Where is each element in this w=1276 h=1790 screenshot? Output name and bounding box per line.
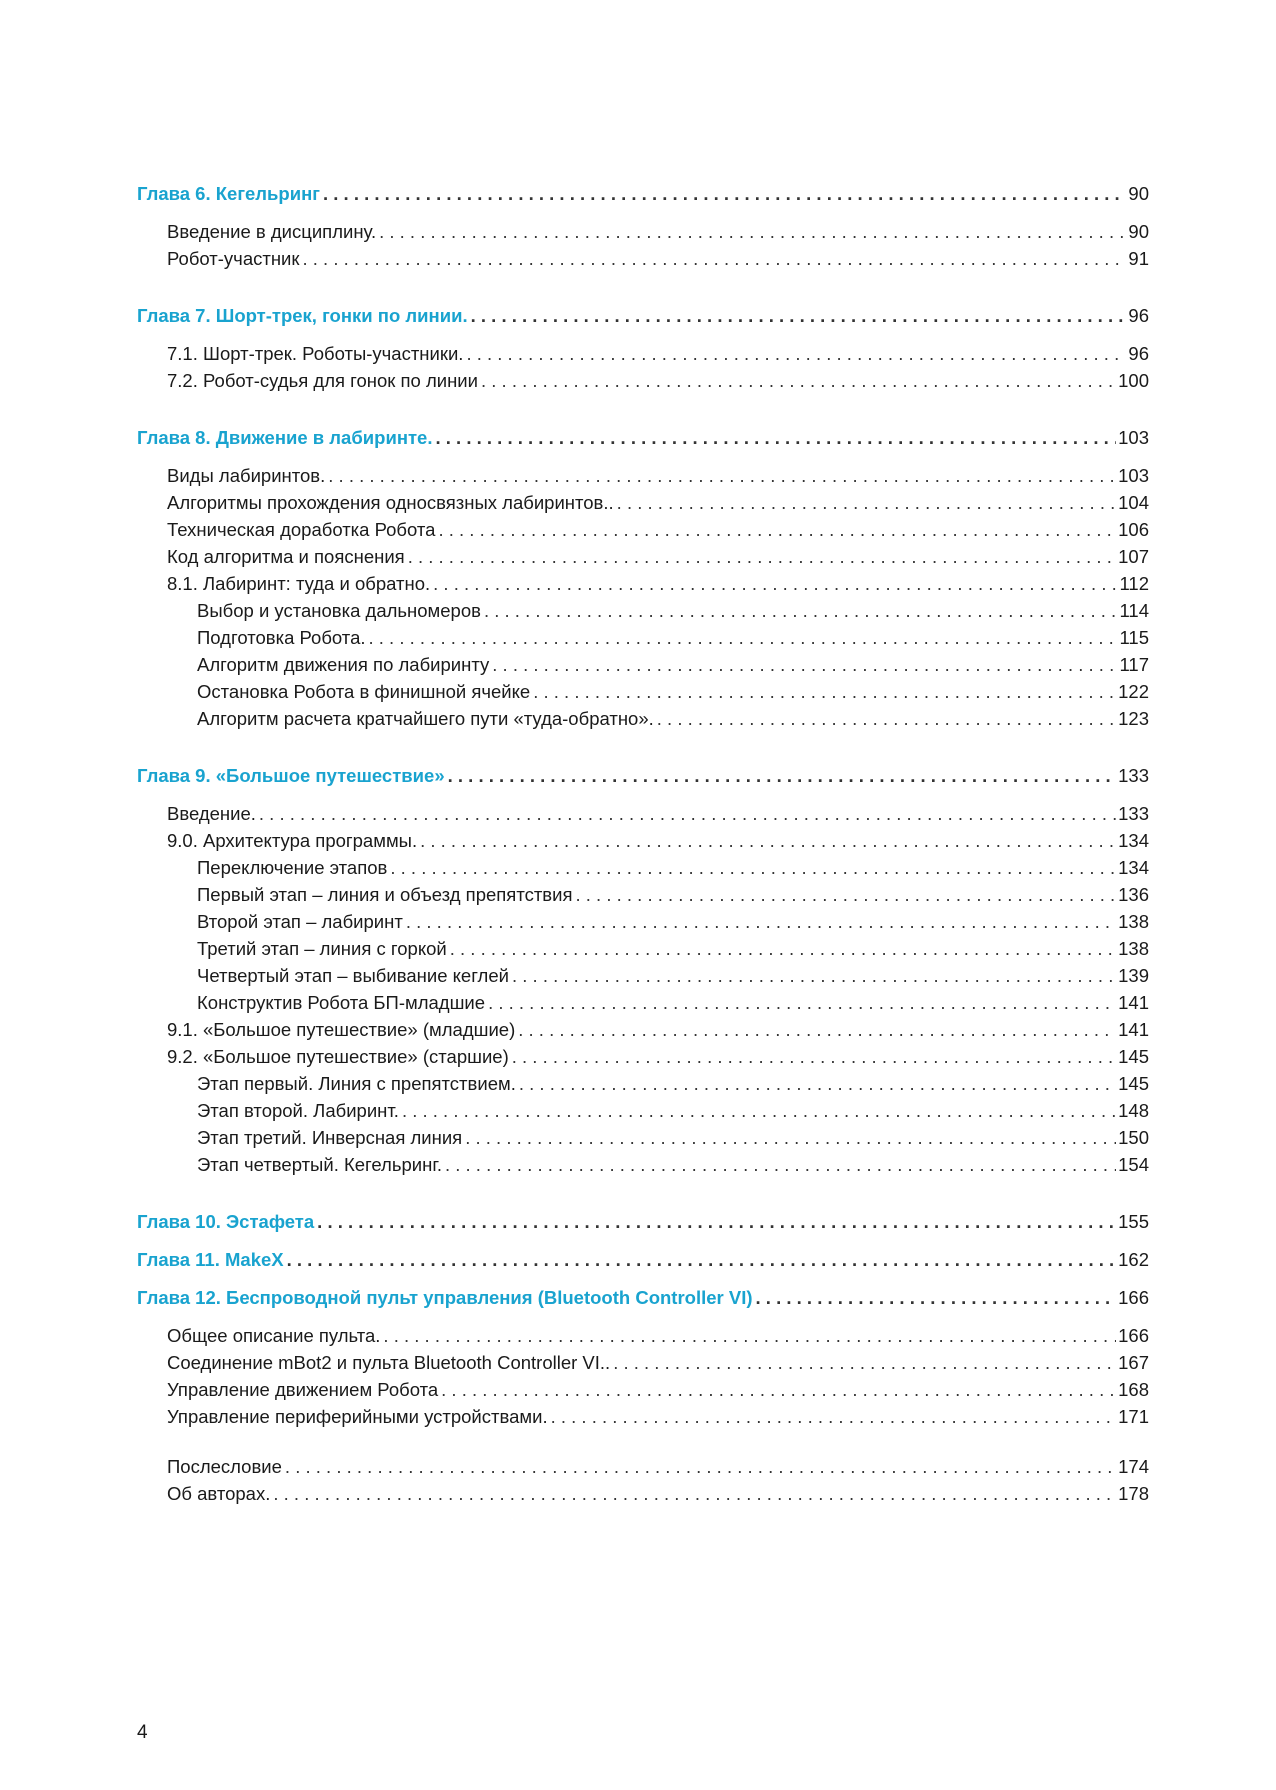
dot-leader xyxy=(328,462,1116,489)
toc-page-number: 133 xyxy=(1118,765,1149,786)
dot-leader xyxy=(383,1322,1116,1349)
toc-chapter-12[interactable] xyxy=(137,1284,1149,1311)
toc-subentry[interactable] xyxy=(137,678,1149,705)
toc-entry-title: Третий этап – линия с горкой xyxy=(197,938,447,959)
toc-entry-title: Алгоритм движения по лабиринту xyxy=(197,654,490,675)
toc-entry-title: Четвертый этап – выбивание кеглей xyxy=(197,965,509,986)
toc-page-number: 106 xyxy=(1118,519,1149,540)
dot-leader xyxy=(406,908,1116,935)
toc-page-number: 90 xyxy=(1128,221,1149,242)
toc-entry-title: Конструктив Робота БП-младшие xyxy=(197,992,486,1013)
toc-entry-title: Введение. xyxy=(167,803,256,824)
dot-leader xyxy=(613,1349,1116,1376)
table-of-contents xyxy=(137,180,1149,1507)
toc-page-number: 139 xyxy=(1118,965,1149,986)
toc-entry-title: Этап первый. Линия с препятствием. xyxy=(197,1073,516,1094)
dot-leader xyxy=(448,762,1117,789)
toc-entry[interactable] xyxy=(137,1016,1149,1043)
dot-leader xyxy=(273,1480,1116,1507)
dot-leader xyxy=(302,245,1126,272)
dot-leader xyxy=(466,340,1126,367)
toc-entry-title: Этап второй. Лабиринт. xyxy=(197,1100,399,1121)
toc-chapter-title: Глава 11. MakeX xyxy=(137,1249,284,1270)
toc-chapter-9[interactable] xyxy=(137,762,1149,789)
toc-page-number: 168 xyxy=(1118,1379,1149,1400)
dot-leader xyxy=(519,1070,1116,1097)
toc-page-number: 174 xyxy=(1118,1456,1149,1477)
toc-chapter-title: Глава 9. «Большое путешествие» xyxy=(137,765,445,786)
toc-chapter-7[interactable] xyxy=(137,302,1149,329)
toc-entry[interactable] xyxy=(137,1376,1149,1403)
dot-leader xyxy=(488,989,1116,1016)
toc-page-number: 138 xyxy=(1118,938,1149,959)
dot-leader xyxy=(285,1453,1116,1480)
toc-page-number: 91 xyxy=(1128,248,1149,269)
toc-page-number: 117 xyxy=(1119,654,1149,675)
toc-entry-title: Общее описание пульта. xyxy=(167,1325,381,1346)
toc-entry[interactable] xyxy=(137,245,1149,272)
dot-leader xyxy=(317,1208,1116,1235)
toc-page-number: 96 xyxy=(1128,343,1149,364)
toc-page-number: 107 xyxy=(1118,546,1149,567)
toc-entry-title: Этап третий. Инверсная линия xyxy=(197,1127,463,1148)
dot-leader xyxy=(420,827,1116,854)
toc-entry-title: Техническая доработка Робота xyxy=(167,519,436,540)
toc-entry-title: Соединение mBot2 и пульта Bluetooth Controller VI.. xyxy=(167,1352,611,1373)
toc-entry[interactable] xyxy=(137,827,1149,854)
toc-entry-title: Переключение этапов xyxy=(197,857,388,878)
toc-chapter-10[interactable] xyxy=(137,1208,1149,1235)
toc-page-number: 103 xyxy=(1118,427,1149,448)
toc-entry-title: Управление периферийными устройствами. xyxy=(167,1406,548,1427)
dot-leader xyxy=(259,800,1116,827)
dot-leader xyxy=(484,597,1118,624)
toc-subentry[interactable] xyxy=(137,1124,1149,1151)
toc-page-number: 134 xyxy=(1118,857,1149,878)
dot-leader xyxy=(379,218,1126,245)
toc-entry-title: Выбор и установка дальномеров xyxy=(197,600,481,621)
toc-entry-title: Послесловие xyxy=(167,1456,282,1477)
toc-subentry[interactable] xyxy=(137,881,1149,908)
toc-page-number: 123 xyxy=(1118,708,1149,729)
toc-page-number: 133 xyxy=(1118,803,1149,824)
toc-entry[interactable] xyxy=(137,489,1149,516)
toc-entry[interactable] xyxy=(137,340,1149,367)
toc-entry[interactable] xyxy=(137,462,1149,489)
dot-leader xyxy=(465,1124,1116,1151)
toc-entry-title: Робот-участник xyxy=(167,248,300,269)
dot-leader xyxy=(512,1043,1116,1070)
toc-entry[interactable] xyxy=(137,800,1149,827)
dot-leader xyxy=(433,570,1117,597)
toc-chapter-8[interactable] xyxy=(137,424,1149,451)
toc-page-number: 167 xyxy=(1118,1352,1149,1373)
toc-subentry[interactable] xyxy=(137,854,1149,881)
toc-chapter-title: Глава 12. Беспроводной пульт управления (Bluetooth Controller VI) xyxy=(137,1287,753,1308)
page-number: 4 xyxy=(137,1722,148,1743)
toc-entry-title: Второй этап – лабиринт xyxy=(197,911,403,932)
toc-entry-title: 9.2. «Большое путешествие» (старшие) xyxy=(167,1046,509,1067)
toc-entry[interactable] xyxy=(137,1349,1149,1376)
toc-page-number: 104 xyxy=(1118,492,1149,513)
toc-page-number: 166 xyxy=(1118,1287,1149,1308)
dot-leader xyxy=(756,1284,1117,1311)
dot-leader xyxy=(471,302,1127,329)
toc-entry-title: Об авторах. xyxy=(167,1483,271,1504)
toc-subentry[interactable] xyxy=(137,1070,1149,1097)
dot-leader xyxy=(617,489,1116,516)
dot-leader xyxy=(533,678,1116,705)
toc-entry-title: Этап четвертый. Кегельринг. xyxy=(197,1154,442,1175)
toc-subentry[interactable] xyxy=(137,1097,1149,1124)
dot-leader xyxy=(438,516,1116,543)
toc-entry[interactable] xyxy=(137,218,1149,245)
toc-page-number: 114 xyxy=(1119,600,1149,621)
toc-entry-title: Виды лабиринтов. xyxy=(167,465,326,486)
dot-leader xyxy=(450,935,1116,962)
toc-chapter-11[interactable] xyxy=(137,1246,1149,1273)
dot-leader xyxy=(551,1403,1117,1430)
toc-page-number: 178 xyxy=(1118,1483,1149,1504)
toc-page-number: 141 xyxy=(1118,1019,1149,1040)
dot-leader xyxy=(287,1246,1117,1273)
toc-page-number: 166 xyxy=(1118,1325,1149,1346)
toc-chapter-6[interactable] xyxy=(137,180,1149,207)
toc-page-number: 141 xyxy=(1118,992,1149,1013)
toc-page-number: 155 xyxy=(1118,1211,1149,1232)
toc-entry[interactable] xyxy=(137,570,1149,597)
toc-entry-title: Алгоритм расчета кратчайшего пути «туда-обратно». xyxy=(197,708,654,729)
toc-subentry[interactable] xyxy=(137,651,1149,678)
toc-subentry[interactable] xyxy=(137,989,1149,1016)
toc-subentry[interactable] xyxy=(137,624,1149,651)
toc-entry-title: 9.1. «Большое путешествие» (младшие) xyxy=(167,1019,516,1040)
toc-page-number: 145 xyxy=(1118,1046,1149,1067)
dot-leader xyxy=(436,424,1117,451)
toc-page-number: 171 xyxy=(1118,1406,1149,1427)
dot-leader xyxy=(575,881,1116,908)
dot-leader xyxy=(518,1016,1116,1043)
dot-leader xyxy=(441,1376,1116,1403)
toc-chapter-title: Глава 10. Эстафета xyxy=(137,1211,315,1232)
toc-entry-title: Код алгоритма и пояснения xyxy=(167,546,405,567)
toc-entry[interactable] xyxy=(137,1403,1149,1430)
toc-entry-title: Первый этап – линия и объезд препятствия xyxy=(197,884,573,905)
toc-subentry[interactable] xyxy=(137,935,1149,962)
toc-subentry[interactable] xyxy=(137,597,1149,624)
dot-leader xyxy=(481,367,1116,394)
toc-page-number: 148 xyxy=(1118,1100,1149,1121)
toc-entry-title: 9.0. Архитектура программы. xyxy=(167,830,418,851)
toc-about-authors[interactable] xyxy=(137,1480,1149,1507)
toc-page-number: 136 xyxy=(1118,884,1149,905)
toc-entry[interactable] xyxy=(137,516,1149,543)
toc-page-number: 112 xyxy=(1119,573,1149,594)
toc-page-number: 90 xyxy=(1128,183,1149,204)
toc-page-number: 134 xyxy=(1118,830,1149,851)
toc-page-number: 115 xyxy=(1119,627,1149,648)
toc-entry-title: 8.1. Лабиринт: туда и обратно. xyxy=(167,573,431,594)
toc-entry[interactable] xyxy=(137,1322,1149,1349)
toc-chapter-title: Глава 7. Шорт-трек, гонки по линии. xyxy=(137,305,468,326)
dot-leader xyxy=(402,1097,1116,1124)
toc-page-number: 138 xyxy=(1118,911,1149,932)
toc-entry-title: Остановка Робота в финишной ячейке xyxy=(197,681,531,702)
dot-leader xyxy=(323,180,1126,207)
toc-page-number: 154 xyxy=(1118,1154,1149,1175)
toc-page-number: 145 xyxy=(1118,1073,1149,1094)
toc-chapter-title: Глава 6. Кегельринг xyxy=(137,183,320,204)
toc-subentry[interactable] xyxy=(137,908,1149,935)
dot-leader xyxy=(390,854,1116,881)
toc-afterword[interactable] xyxy=(137,1453,1149,1480)
toc-page-number: 162 xyxy=(1118,1249,1149,1270)
toc-page-number: 150 xyxy=(1118,1127,1149,1148)
toc-subentry[interactable] xyxy=(137,962,1149,989)
toc-subentry[interactable] xyxy=(137,705,1149,732)
dot-leader xyxy=(369,624,1118,651)
toc-subentry[interactable] xyxy=(137,1151,1149,1178)
dot-leader xyxy=(492,651,1117,678)
toc-entry[interactable] xyxy=(137,543,1149,570)
toc-entry-title: Введение в дисциплину. xyxy=(167,221,377,242)
toc-entry[interactable] xyxy=(137,367,1149,394)
dot-leader xyxy=(408,543,1116,570)
toc-page-number: 96 xyxy=(1128,305,1149,326)
toc-chapter-title: Глава 8. Движение в лабиринте. xyxy=(137,427,433,448)
toc-page-number: 103 xyxy=(1118,465,1149,486)
toc-page-number: 100 xyxy=(1118,370,1149,391)
dot-leader xyxy=(445,1151,1116,1178)
toc-page-number: 122 xyxy=(1118,681,1149,702)
toc-entry-title: Управление движением Робота xyxy=(167,1379,439,1400)
toc-entry-title: Подготовка Робота. xyxy=(197,627,366,648)
dot-leader xyxy=(512,962,1116,989)
toc-entry-title: Алгоритмы прохождения односвязных лабиринтов.. xyxy=(167,492,614,513)
dot-leader xyxy=(657,705,1116,732)
toc-entry-title: 7.1. Шорт-трек. Роботы-участники. xyxy=(167,343,464,364)
toc-entry[interactable] xyxy=(137,1043,1149,1070)
toc-entry-title: 7.2. Робот-судья для гонок по линии xyxy=(167,370,478,391)
